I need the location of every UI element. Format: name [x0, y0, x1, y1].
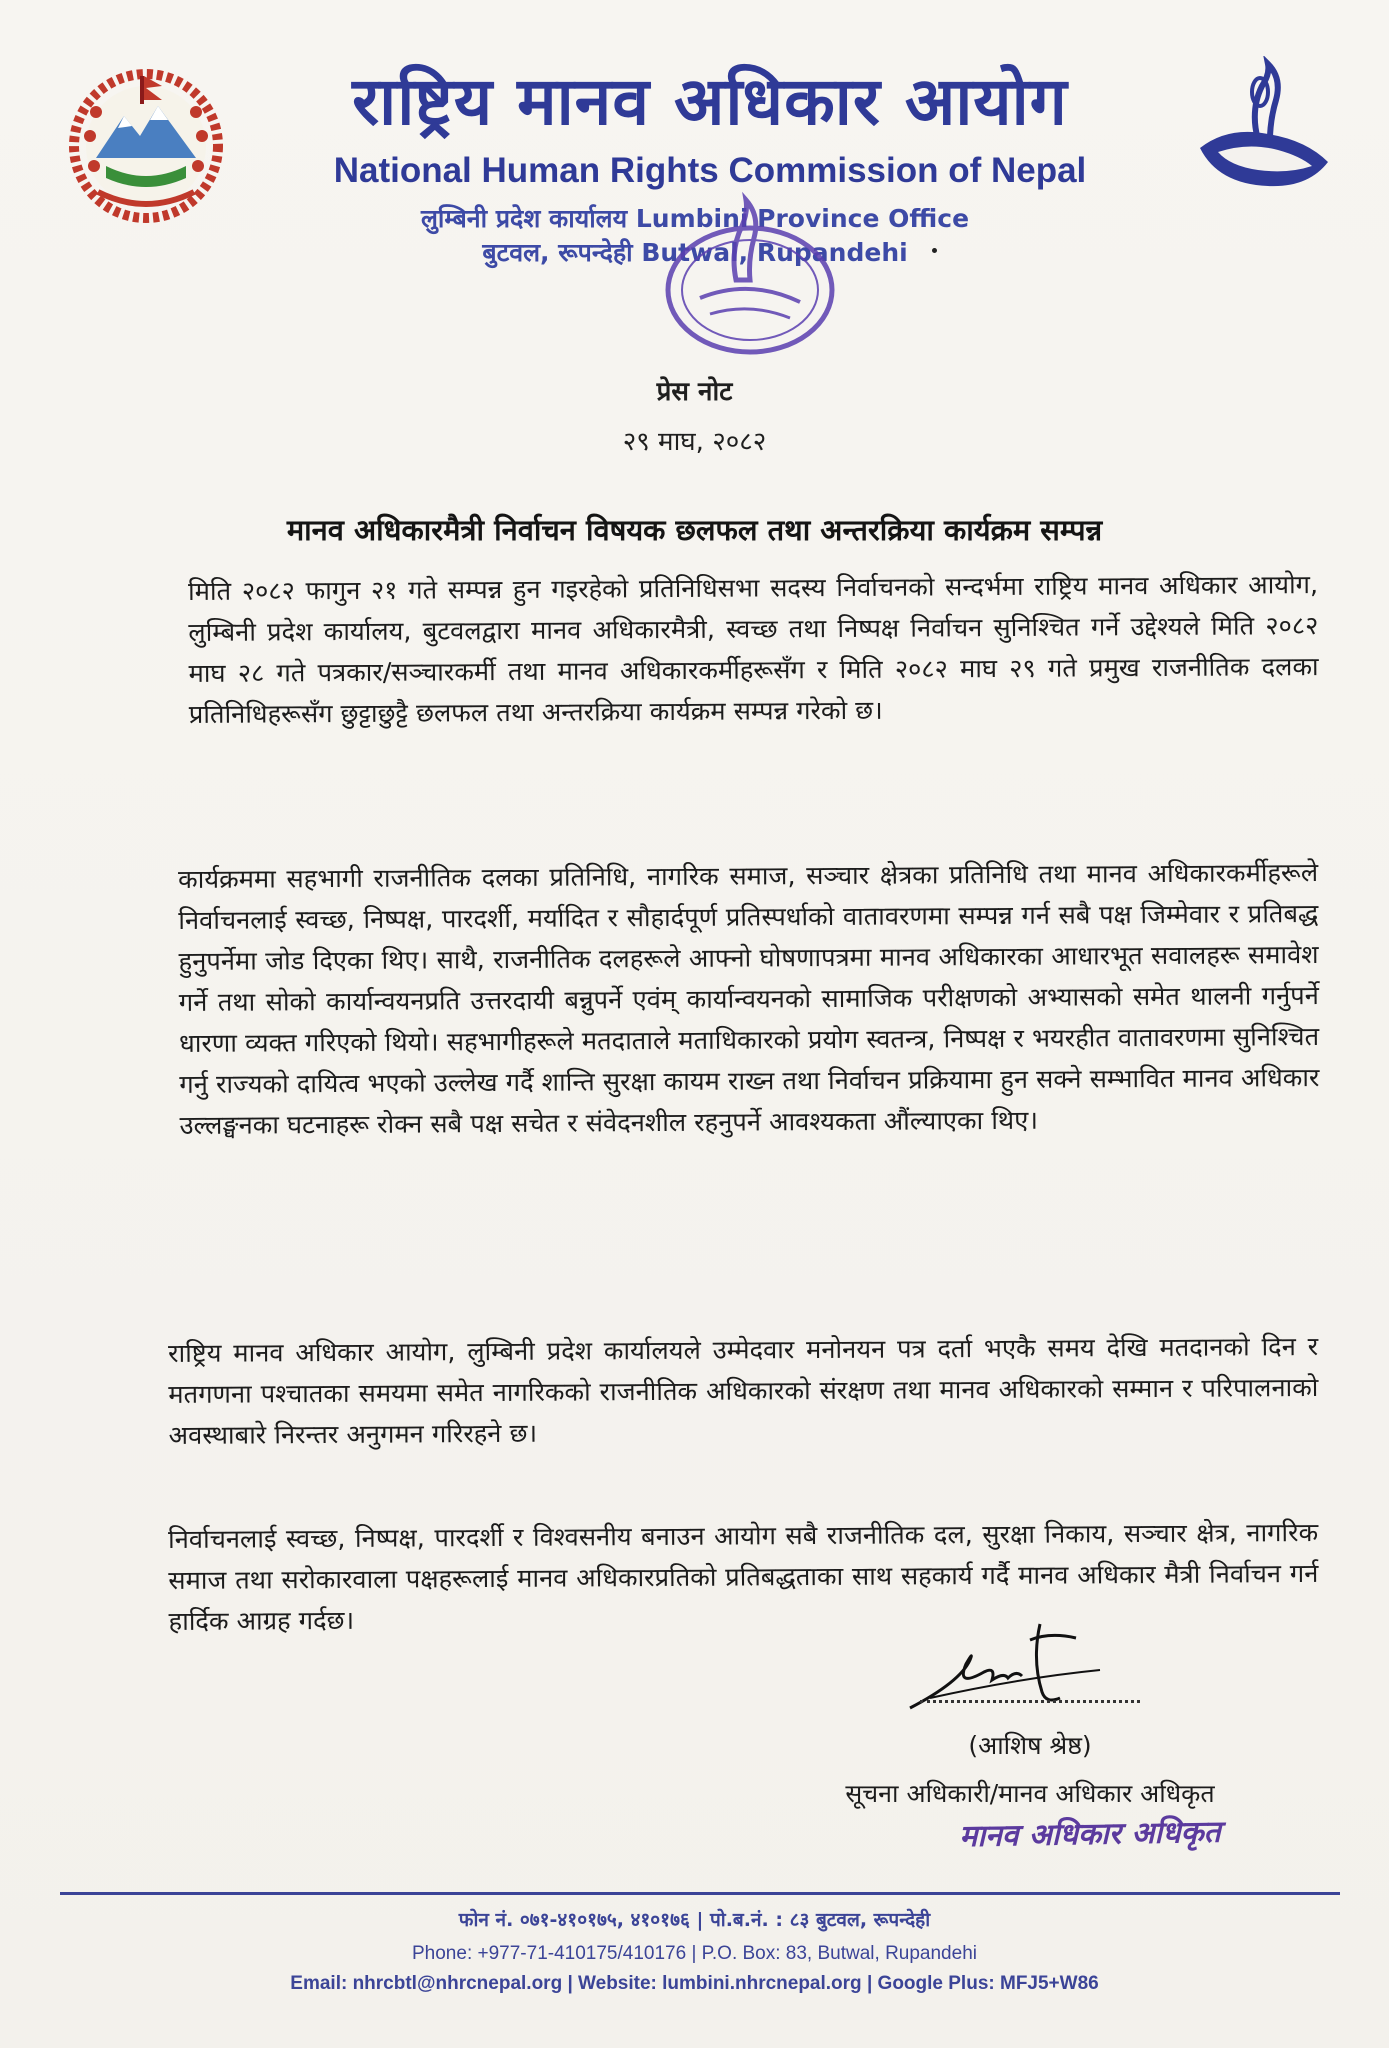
signatory-name: (आशिष श्रेष्ठ) [968, 1731, 1092, 1760]
press-note-date: २९ माघ, २०८२ [622, 427, 767, 457]
footer-contact-nepali: फोन नं. ०७१-४१०१७५, ४१०१७६ | पो.ब.नं. : ८३ बुटवल, रूपन्देही [458, 1909, 931, 1931]
ink-dot [932, 248, 937, 253]
nhrc-logo-icon [1188, 56, 1338, 206]
designation-stamp: मानव अधिकार अधिकृत [959, 1814, 1222, 1855]
org-name-english: National Human Rights Commission of Nepal [333, 151, 1087, 190]
body-paragraph-2: कार्यक्रममा सहभागी राजनीतिक दलका प्रतिनिधि, नागरिक समाज, सञ्चार क्षेत्रका प्रतिनिधि तथा मानव अधिकारकर्मीहरूले निर्वाचनलाई स्वच्छ, निष्पक्ष, पारदर्शी, मर्यादित र सौहार्दपूर्ण प्रतिस्पर्धाको वातावरणमा सम्पन्न गर्न सबै पक्ष जिम्मेवार र प्रतिबद्ध हुनुपर्नेमा जोड दिएका थिए। साथै, राजनीतिक दलहरूले आफ्नो घोषणापत्रमा मानव अधिकारका आधारभूत सवालहरू समावेश गर्ने तथा सोको कार्यान्वयनप्रति उत्तरदायी बन्नुपर्ने एवंम् कार्यान्वयनको सामाजिक परीक्षणको अभ्यासको समेत थालनी गर्नुपर्ने धारणा व्यक्त गरिएको थियो। सहभागीहरूले मतदाताले मताधिकारको प्रयोग स्वतन्त्र, निष्पक्ष र भयरहीत वातावरणमा सुनिश्चित गर्नु राज्यको दायित्व भएको उल्लेख गर्दै शान्ति सुरक्षा कायम राख्न तथा निर्वाचन प्रक्रियामा हुन सक्ने सम्भावित मानव अधिकार उल्लङ्घनका घटनाहरू रोक्न सबै पक्ष सचेत र संवेदनशील रहनुपर्ने आवश्यकता औंल्याएका थिए। [178, 858, 1320, 1141]
nepal-coat-of-arms-icon [66, 66, 226, 226]
footer-email-website: Email: nhrcbtl@nhrcnepal.org | Website: lumbini.nhrcnepal.org | Google Plus: MFJ5+W86 [290, 1973, 1099, 1994]
office-address: बुटवल, रूपन्देही Butwal, Rupandehi [482, 238, 908, 267]
office-round-stamp-icon [650, 190, 850, 360]
body-paragraph-1: मिति २०८२ फागुन २१ गते सम्पन्न हुन गइरहेको प्रतिनिधिसभा सदस्य निर्वाचनको सन्दर्भमा राष्ट्रिय मानव अधिकार आयोग, लुम्बिनी प्रदेश कार्यालय, बुटवलद्वारा मानव अधिकारमैत्री, स्वच्छ तथा निष्पक्ष निर्वाचन सुनिश्चित गर्ने उद्देश्यले मिति २०८२ माघ २८ गते पत्रकार/सञ्चारकर्मी तथा मानव अधिकारकर्मीहरूसँग र मिति २०८२ माघ २९ गते प्रमुख राजनीतिक दलका प्रतिनिधिहरूसँग छुट्टाछुट्टै छलफल तथा अन्तरक्रिया कार्यक्रम सम्पन्न गरेको छ। [188, 570, 1319, 730]
footer-contact-english: Phone: +977-71-410175/410176 | P.O. Box: 83, Butwal, Rupandehi [412, 1943, 977, 1964]
signature-line [920, 1700, 1140, 1703]
press-note-subject: मानव अधिकारमैत्री निर्वाचन विषयक छलफल तथा अन्तरक्रिया कार्यक्रम सम्पन्न [286, 513, 1103, 547]
body-paragraph-4: निर्वाचनलाई स्वच्छ, निष्पक्ष, पारदर्शी र विश्वसनीय बनाउन आयोग सबै राजनीतिक दल, सुरक्षा निकाय, सञ्चार क्षेत्र, नागरिक समाज तथा सरोकारवाला पक्षहरूलाई मानव अधिकारप्रतिको प्रतिबद्धताका साथ सहकार्य गर्दै मानव अधिकार मैत्री निर्वाचन गर्न हार्दिक आग्रह गर्दछ। [168, 1517, 1319, 1637]
press-note-label: प्रेस नोट [656, 377, 733, 407]
footer-divider [60, 1892, 1340, 1895]
body-paragraph-3: राष्ट्रिय मानव अधिकार आयोग, लुम्बिनी प्रदेश कार्यालयले उम्मेदवार मनोनयन पत्र दर्ता भएकै समय देखि मतदानको दिन र मतगणना पश्चातका समयमा समेत नागरिकको राजनीतिक अधिकारको संरक्षण तथा मानव अधिकारको सम्मान र परिपालनाको अवस्थाबारे निरन्तर अनुगमन गरिरहने छ। [168, 1331, 1319, 1451]
org-name-nepali: राष्ट्रिय मानव अधिकार आयोग [352, 63, 1068, 140]
handwritten-signature-icon [900, 1620, 1140, 1720]
signatory-title: सूचना अधिकारी/मानव अधिकार अधिकृत [845, 1779, 1215, 1808]
office-name: लुम्बिनी प्रदेश कार्यालय Lumbini Province Office [420, 204, 970, 233]
